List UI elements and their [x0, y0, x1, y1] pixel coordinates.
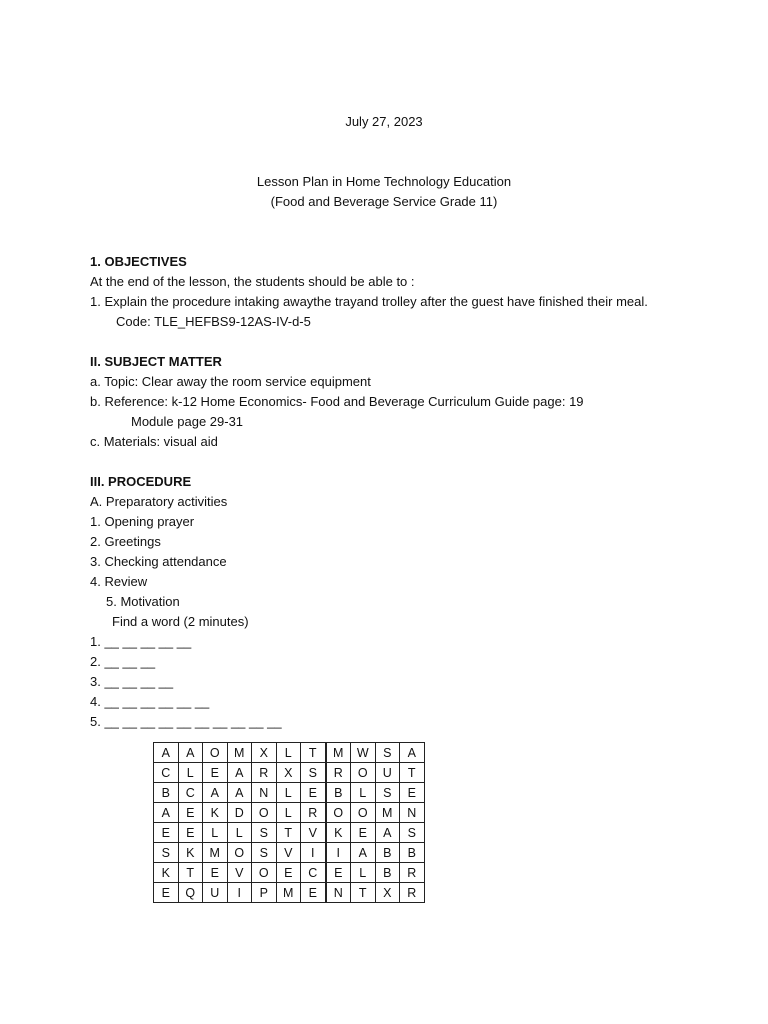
- subject-matter-heading: II. SUBJECT MATTER: [90, 354, 222, 369]
- grid-cell: O: [326, 803, 351, 823]
- grid-cell: L: [351, 863, 376, 883]
- grid-cell: P: [252, 883, 277, 903]
- competency-code: Code: TLE_HEFBS9-12AS-IV-d-5: [116, 314, 311, 329]
- grid-cell: S: [154, 843, 179, 863]
- motivation-activity: Find a word (2 minutes): [112, 614, 249, 629]
- grid-cell: A: [203, 783, 228, 803]
- grid-cell: C: [178, 783, 203, 803]
- procedure-step: 1. Opening prayer: [90, 514, 195, 529]
- answer-blank: 5. __ __ __ __ __ __ __ __ __ __: [90, 714, 282, 729]
- grid-cell: L: [276, 803, 301, 823]
- lesson-title: Lesson Plan in Home Technology Education: [256, 174, 512, 189]
- grid-cell: N: [400, 803, 425, 823]
- grid-cell: B: [154, 783, 179, 803]
- grid-cell: L: [227, 823, 252, 843]
- grid-cell: K: [154, 863, 179, 883]
- grid-cell: O: [351, 763, 376, 783]
- reference-line: b. Reference: k-12 Home Economics- Food and Beverage Curriculum Guide page: 19: [90, 394, 584, 409]
- grid-cell: T: [400, 763, 425, 783]
- grid-cell: E: [203, 763, 228, 783]
- answer-blank: 3. __ __ __ __: [90, 674, 174, 689]
- grid-cell: R: [326, 763, 351, 783]
- grid-cell: V: [301, 823, 326, 843]
- grid-cell: O: [252, 803, 277, 823]
- grid-cell: A: [227, 783, 252, 803]
- grid-cell: L: [276, 783, 301, 803]
- topic-line: a. Topic: Clear away the room service equipment: [90, 374, 371, 389]
- grid-cell: E: [154, 883, 179, 903]
- grid-cell: O: [203, 743, 228, 763]
- grid-cell: D: [227, 803, 252, 823]
- grid-cell: M: [276, 883, 301, 903]
- grid-cell: A: [351, 843, 376, 863]
- grid-cell: M: [326, 743, 351, 763]
- grid-cell: O: [351, 803, 376, 823]
- grid-cell: X: [252, 743, 277, 763]
- grid-row: [154, 783, 425, 803]
- grid-cell: E: [178, 823, 203, 843]
- grid-cell: E: [203, 863, 228, 883]
- grid-row: [154, 843, 425, 863]
- grid-row: [154, 883, 425, 903]
- grid-cell: T: [301, 743, 326, 763]
- grid-cell: B: [375, 843, 400, 863]
- grid-cell: E: [326, 863, 351, 883]
- grid-cell: E: [400, 783, 425, 803]
- grid-cell: I: [326, 843, 351, 863]
- grid-cell: A: [400, 743, 425, 763]
- grid-cell: R: [252, 763, 277, 783]
- grid-cell: R: [400, 863, 425, 883]
- grid-cell: A: [375, 823, 400, 843]
- grid-cell: N: [326, 883, 351, 903]
- grid-cell: T: [351, 883, 376, 903]
- procedure-step: 3. Checking attendance: [90, 554, 227, 569]
- grid-cell: R: [400, 883, 425, 903]
- grid-cell: B: [400, 843, 425, 863]
- grid-cell: A: [227, 763, 252, 783]
- word-search-grid: [153, 742, 425, 903]
- grid-cell: V: [276, 843, 301, 863]
- grid-cell: K: [203, 803, 228, 823]
- grid-cell: T: [276, 823, 301, 843]
- grid-cell: W: [351, 743, 376, 763]
- grid-cell: A: [154, 743, 179, 763]
- objective-item: 1. Explain the procedure intaking awaythe trayand trolley after the guest have finished their meal.: [90, 294, 648, 309]
- grid-cell: I: [301, 843, 326, 863]
- grid-cell: S: [375, 743, 400, 763]
- procedure-step: 4. Review: [90, 574, 148, 589]
- answer-blank: 2. __ __ __: [90, 654, 156, 669]
- preparatory-activities: A. Preparatory activities: [90, 494, 228, 509]
- answer-blank: 4. __ __ __ __ __ __: [90, 694, 210, 709]
- grid-cell: E: [301, 883, 326, 903]
- grid-cell: E: [351, 823, 376, 843]
- grid-row: [154, 823, 425, 843]
- grid-cell: L: [276, 743, 301, 763]
- grid-cell: C: [301, 863, 326, 883]
- grid-cell: X: [276, 763, 301, 783]
- grid-cell: A: [154, 803, 179, 823]
- grid-cell: S: [252, 823, 277, 843]
- grid-cell: S: [400, 823, 425, 843]
- materials-line: c. Materials: visual aid: [90, 434, 218, 449]
- grid-cell: A: [178, 743, 203, 763]
- grid-cell: S: [301, 763, 326, 783]
- grid-cell: E: [301, 783, 326, 803]
- procedure-step: 5. Motivation: [106, 594, 180, 609]
- grid-cell: O: [227, 843, 252, 863]
- grid-cell: T: [178, 863, 203, 883]
- answer-blank: 1. __ __ __ __ __: [90, 634, 192, 649]
- grid-cell: B: [326, 783, 351, 803]
- grid-row: [154, 763, 425, 783]
- grid-cell: U: [203, 883, 228, 903]
- grid-cell: U: [375, 763, 400, 783]
- procedure-step: 2. Greetings: [90, 534, 161, 549]
- grid-cell: M: [203, 843, 228, 863]
- lesson-subtitle: (Food and Beverage Service Grade 11): [270, 194, 498, 209]
- grid-row: [154, 863, 425, 883]
- lesson-date: July 27, 2023: [345, 114, 423, 129]
- grid-cell: E: [178, 803, 203, 823]
- grid-cell: L: [178, 763, 203, 783]
- grid-cell: K: [326, 823, 351, 843]
- objectives-heading: 1. OBJECTIVES: [90, 254, 187, 269]
- module-line: Module page 29-31: [131, 414, 244, 429]
- procedure-heading: III. PROCEDURE: [90, 474, 192, 489]
- grid-cell: V: [227, 863, 252, 883]
- objectives-intro: At the end of the lesson, the students should be able to :: [90, 274, 415, 289]
- grid-cell: S: [375, 783, 400, 803]
- grid-cell: E: [154, 823, 179, 843]
- grid-cell: O: [252, 863, 277, 883]
- grid-cell: E: [276, 863, 301, 883]
- grid-row: [154, 803, 425, 823]
- grid-cell: S: [252, 843, 277, 863]
- grid-cell: L: [351, 783, 376, 803]
- grid-cell: K: [178, 843, 203, 863]
- grid-cell: B: [375, 863, 400, 883]
- grid-cell: M: [227, 743, 252, 763]
- grid-cell: Q: [178, 883, 203, 903]
- grid-cell: M: [375, 803, 400, 823]
- grid-cell: I: [227, 883, 252, 903]
- grid-cell: R: [301, 803, 326, 823]
- grid-cell: N: [252, 783, 277, 803]
- grid-row: [154, 743, 425, 763]
- grid-cell: C: [154, 763, 179, 783]
- grid-cell: X: [375, 883, 400, 903]
- grid-cell: L: [203, 823, 228, 843]
